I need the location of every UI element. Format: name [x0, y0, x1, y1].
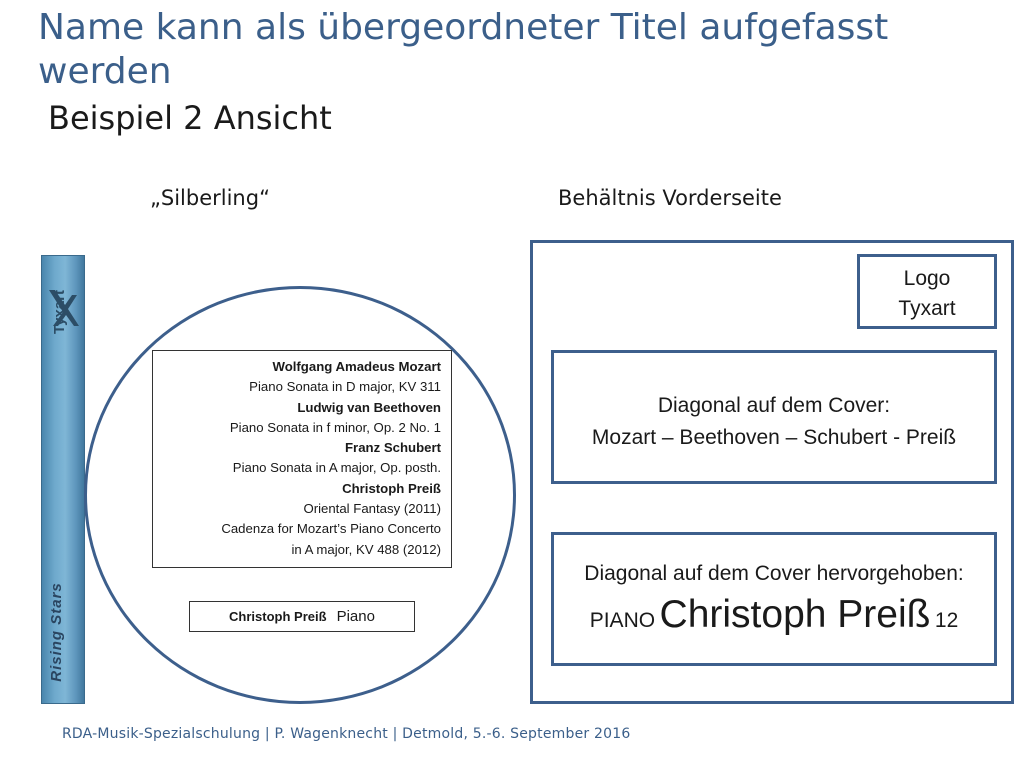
case-label: Behältnis Vorderseite — [558, 186, 782, 210]
performer-name: Christoph Preiß — [229, 609, 327, 624]
diagonal-line2: Mozart – Beethoven – Schubert - Preiß — [591, 426, 957, 449]
highlight-cover-box — [551, 532, 997, 666]
disc-tracklist — [152, 350, 452, 568]
highlight-line1: Diagonal auf dem Cover hervorgehoben: — [584, 562, 964, 585]
highlight-name: Christoph Preiß — [659, 593, 931, 636]
slide-footer: RDA-Musik-Spezialschulung | P. Wagenknecht | Detmold, 5.-6. September 2016 — [62, 726, 631, 742]
spine-logo-text: Tyxart — [51, 290, 68, 334]
slide-title: Name kann als übergeordneter Titel aufgefasst werden — [38, 7, 889, 92]
disc-label: „Silberling“ — [150, 186, 270, 210]
tracklist-work: Oriental Fantasy (2011) — [303, 501, 441, 517]
tracklist-composer: Franz Schubert — [345, 440, 441, 456]
tracklist-composer: Wolfgang Amadeus Mozart — [272, 359, 441, 374]
logo-box-line1: Logo — [903, 267, 951, 290]
performer-instrument: Piano — [336, 608, 375, 625]
tracklist-composer: Christoph Preiß — [342, 480, 441, 496]
logo-box-line2: Tyxart — [898, 297, 956, 320]
tracklist-work: Piano Sonata in f minor, Op. 2 No. 1 — [229, 419, 441, 435]
tracklist-work: Cadenza for Mozart’s Piano Concerto — [221, 521, 441, 537]
highlight-line2 — [554, 593, 994, 637]
disc-performer — [189, 601, 415, 632]
diagonal-line1: Diagonal auf dem Cover: — [657, 394, 891, 417]
logo-box — [857, 254, 997, 329]
tracklist-work: Piano Sonata in D major, KV 311 — [249, 379, 441, 395]
tracklist-work: in A major, KV 488 (2012) — [291, 541, 441, 557]
tracklist-composer: Ludwig van Beethoven — [297, 399, 441, 415]
spine-series-text: Rising Stars — [48, 582, 65, 682]
highlight-number: 12 — [934, 609, 959, 632]
highlight-prefix: PIANO — [589, 609, 656, 632]
diagonal-cover-box — [551, 350, 997, 484]
tracklist-work: Piano Sonata in A major, Op. posth. — [232, 460, 441, 476]
slide-subtitle: Beispiel 2 Ansicht — [48, 99, 332, 137]
